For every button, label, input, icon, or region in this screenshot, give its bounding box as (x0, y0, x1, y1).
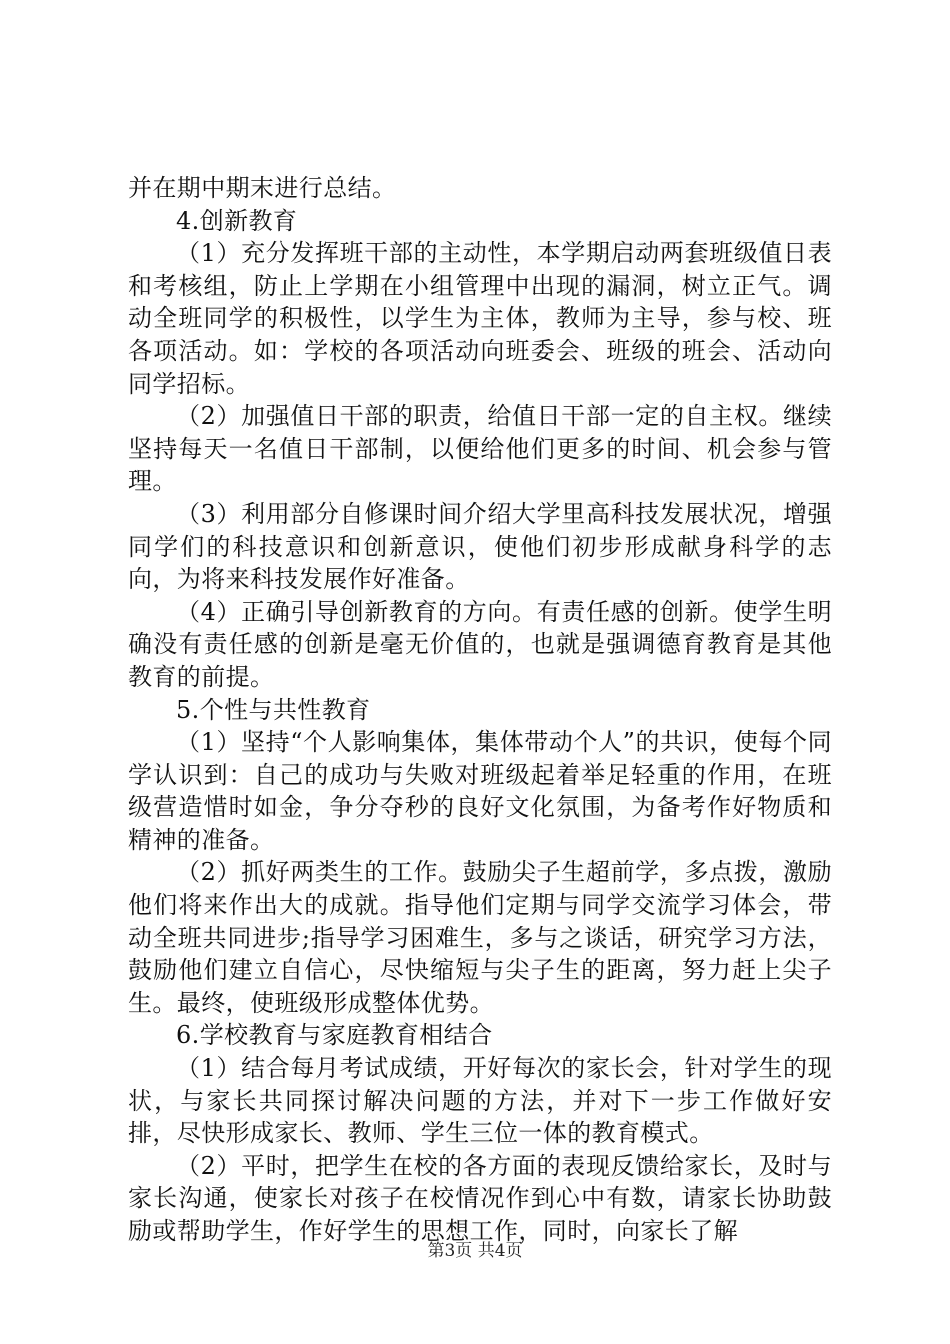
section-heading-4: 4.创新教育 (176, 206, 298, 235)
paragraph-6-2: （2）平时，把学生在校的各方面的表现反馈给家长，及时与家长沟通，使家长对孩子在校情况作到心中有数，请家长协助鼓励或帮助学生，作好学生的思想工作，同时，向家长了解 (128, 1151, 832, 1245)
paragraph-4-4: （4）正确引导创新教育的方向。有责任感的创新。使学生明确没有责任感的创新是毫无价值的，也就是强调德育教育是其他教育的前提。 (128, 597, 832, 691)
paragraph-4-1: （1）充分发挥班干部的主动性，本学期启动两套班级值日表和考核组，防止上学期在小组管理中出现的漏洞，树立正气。调动全班同学的积极性，以学生为主体，教师为主导，参与校、班各项活动。如：学校的各项活动向班委会、班级的班会、活动向同学招标。 (128, 239, 832, 398)
paragraph-continuation: 并在期中期末进行总结。 (128, 174, 397, 202)
paragraph-5-2: （2）抓好两类生的工作。鼓励尖子生超前学，多点拨，激励他们将来作出大的成就。指导他们定期与同学交流学习体会，带动全班共同进步;指导学习困难生，多与之谈话，研究学习方法，鼓励他们建立自信心，尽快缩短与尖子生的距离，努力赶上尖子生。最终，使班级形成整体优势。 (128, 858, 832, 1017)
paragraph-4-2: （2）加强值日干部的职责，给值日干部一定的自主权。继续坚持每天一名值日干部制，以便给他们更多的时间、机会参与管理。 (128, 402, 832, 496)
page-number-footer: 第3页 共4页 (427, 1241, 523, 1261)
document-body (128, 172, 832, 1248)
section-heading-5: 5.个性与共性教育 (176, 695, 371, 724)
paragraph-6-1: （1）结合每月考试成绩，开好每次的家长会，针对学生的现状，与家长共同探讨解决问题的方法，并对下一步工作做好安排，尽快形成家长、教师、学生三位一体的教育模式。 (128, 1054, 832, 1148)
section-heading-6: 6.学校教育与家庭教育相结合 (176, 1021, 493, 1050)
paragraph-4-3: （3）利用部分自修课时间介绍大学里高科技发展状况，增强同学们的科技意识和创新意识，使他们初步形成献身科学的志向，为将来科技发展作好准备。 (128, 499, 832, 594)
paragraph-5-1: （1）坚持“个人影响集体，集体带动个人”的共识，使每个同学认识到：自己的成功与失败对班级起着举足轻重的作用，在班级营造惜时如金，争分夺秒的良好文化氛围，为备考作好物质和精神的准备。 (128, 728, 832, 854)
